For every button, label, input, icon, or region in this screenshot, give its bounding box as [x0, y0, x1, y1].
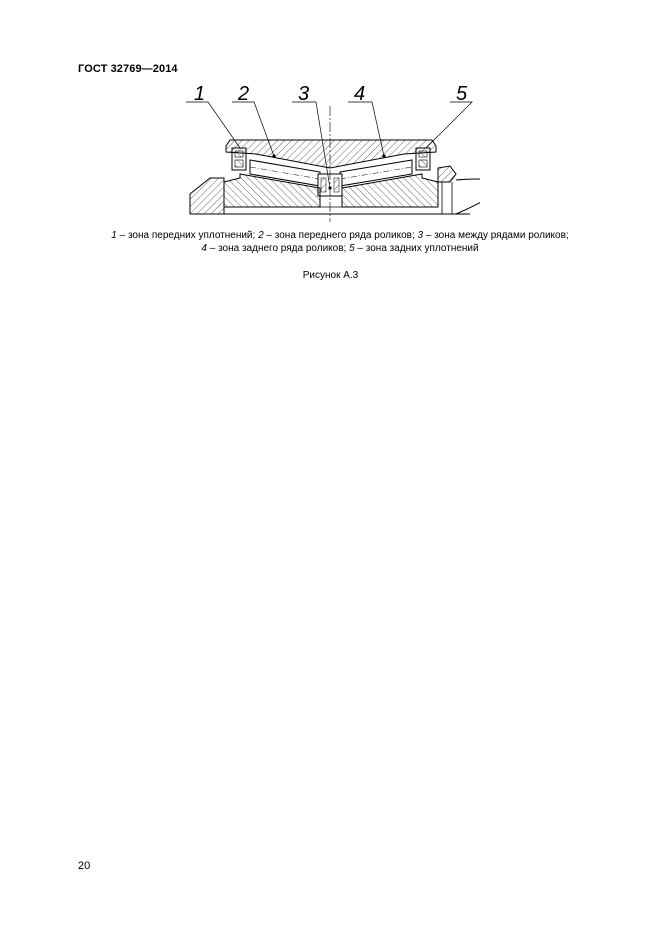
- document-header: [78, 63, 178, 75]
- legend-text: – зона между рядами роликов;: [423, 230, 569, 241]
- callout-2: 2: [238, 83, 250, 105]
- legend-num: 3: [417, 230, 424, 241]
- axle-housing-right: [438, 166, 456, 182]
- standard-code: ГОСТ 32769—2014: [78, 63, 178, 75]
- legend-num: 2: [258, 230, 264, 241]
- legend-line-2: [40, 242, 640, 255]
- leader-5: [426, 102, 472, 148]
- page-number: 20: [78, 860, 91, 872]
- legend-num: 1: [111, 230, 117, 241]
- bearing-drawing: [180, 82, 480, 222]
- legend-num: 4: [201, 243, 207, 254]
- callout-4: 4: [354, 83, 366, 105]
- legend-text: – зона задних уплотнений: [354, 243, 479, 254]
- legend-text: – зона переднего ряда роликов;: [263, 230, 418, 241]
- legend-text: – зона заднего ряда роликов;: [206, 243, 350, 254]
- axle-housing-left: [190, 178, 224, 214]
- figure-title: Рисунок А.3: [302, 270, 359, 281]
- callout-5: 5: [456, 83, 468, 105]
- callout-3: 3: [298, 83, 310, 105]
- figure-legend: [40, 229, 640, 255]
- legend-text: – зона передних уплотнений;: [116, 230, 259, 241]
- callout-1: 1: [194, 83, 206, 105]
- legend-num: 5: [349, 243, 355, 254]
- legend-line-1: [40, 229, 640, 242]
